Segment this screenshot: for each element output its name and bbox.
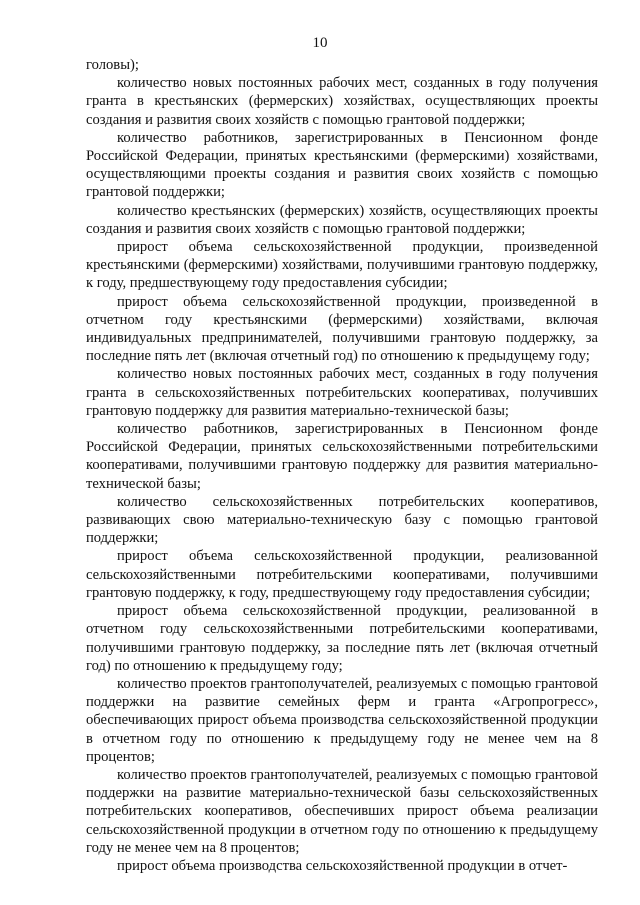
paragraph: прирост объема сельскохозяйственной продукции, реализованной в отчетном году сельскохозяйственными потребительскими кооперативами, получившими грантовую поддержку, за последние пять лет (включая отчетный год) по отношению к предыдущему году; (86, 603, 598, 674)
paragraph: количество проектов грантополучателей, реализуемых с помощью грантовой поддержки на развитие семейных ферм и гранта «Агропрогресс», обеспечивающих прирост объема производства сельскохозяйственной продукции в отчетном году по отношению к предыдущему году не менее чем на 8 процентов; (86, 675, 598, 765)
paragraph: количество работников, зарегистрированных в Пенсионном фонде Российской Федерации, принятых сельскохозяйственными потребительскими кооперативами, получившими грантовую поддержку для развития материально-технической базы; (86, 421, 598, 492)
paragraph: количество крестьянских (фермерских) хозяйств, осуществляющих проекты создания и развития своих хозяйств с помощью грантовой поддержки; (86, 202, 598, 237)
paragraph: прирост объема сельскохозяйственной продукции, произведенной крестьянскими (фермерскими) хозяйствами, получившими грантовую поддержку, к году, предшествующему году предоставления субсидии; (86, 239, 598, 292)
paragraph: количество новых постоянных рабочих мест, созданных в году получения гранта в крестьянских (фермерских) хозяйствах, осуществляющих проекты создания и развития своих хозяйств с помощью грантовой поддержки; (86, 75, 598, 128)
paragraph: количество работников, зарегистрированных в Пенсионном фонде Российской Федерации, принятых крестьянскими (фермерскими) хозяйствами, осуществляющими проекты создания и развития своих хозяйств с помощью грантовой поддержки; (86, 129, 598, 201)
page-number: 10 (312, 35, 328, 51)
paragraph-continuation: головы); (86, 57, 139, 73)
paragraph: количество сельскохозяйственных потребительских кооперативов, развивающих свою материально-техническую базу с помощью грантовой поддержки; (86, 493, 598, 547)
paragraph: прирост объема сельскохозяйственной продукции, произведенной в отчетном году крестьянскими (фермерскими) хозяйствами, включая индивидуальных предпринимателей, получившими грантовую поддержку, за последние пять лет (включая отчетный год) по отношению к предыдущему году; (86, 293, 598, 365)
paragraph-truncated: прирост объема производства сельскохозяйственной продукции в отчет- (117, 857, 568, 874)
document-body (86, 56, 598, 875)
paragraph: количество новых постоянных рабочих мест, созданных в году получения гранта в сельскохозяйственных потребительских кооперативах, получивших грантовую поддержку для развития материально-технической базы; (86, 366, 598, 419)
paragraph: прирост объема сельскохозяйственной продукции, реализованной сельскохозяйственными потребительскими кооперативами, получившими грантовую поддержку, к году, предшествующему году предоставления субсидии; (86, 548, 598, 601)
paragraph: количество проектов грантополучателей, реализуемых с помощью грантовой поддержки на развитие материально-технической базы сельскохозяйственных потребительских кооперативов, обеспечивших прирост объема реализации сельскохозяйственной продукции в отчетном году по отношению к предыдущему году не менее чем на 8 процентов; (86, 766, 598, 856)
